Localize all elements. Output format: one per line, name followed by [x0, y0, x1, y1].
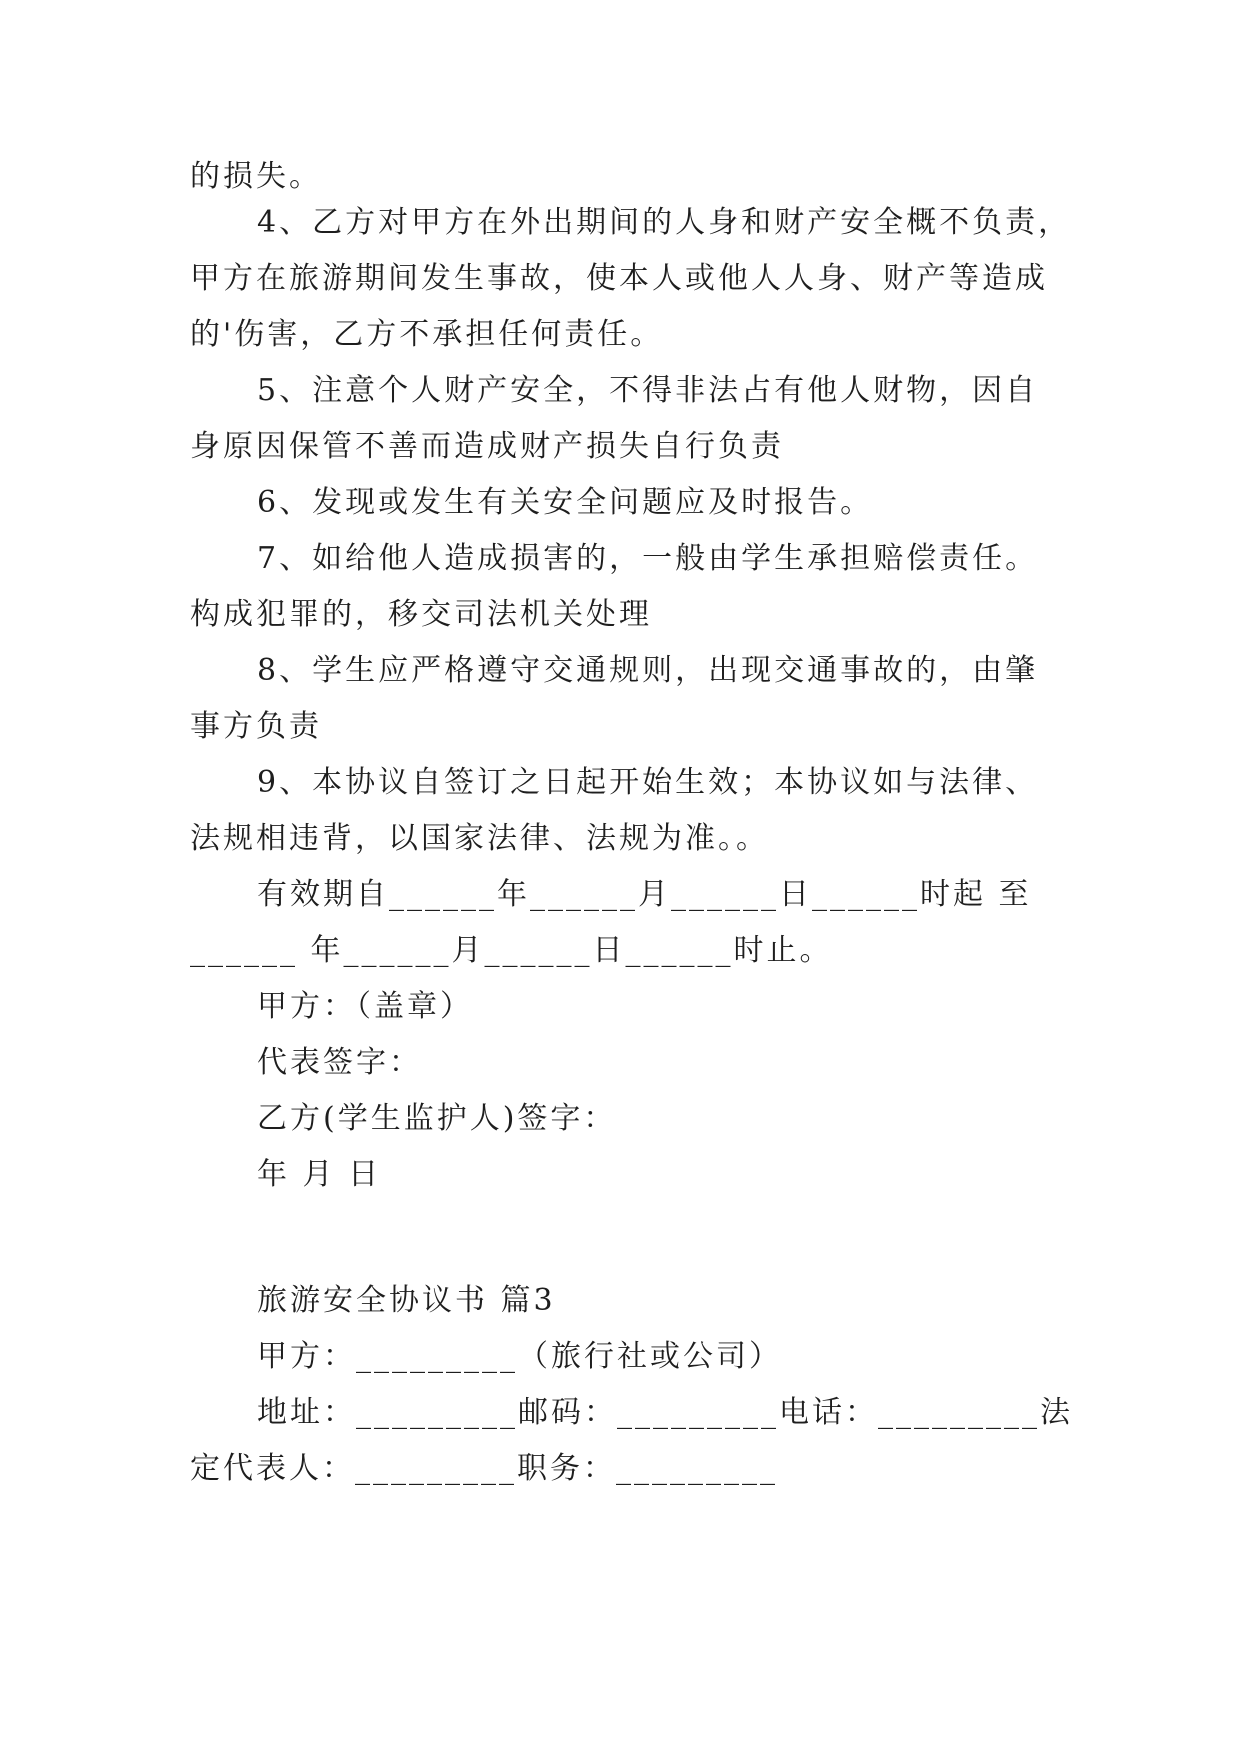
clause-7-line-2: 构成犯罪的，移交司法机关处理 — [190, 597, 652, 632]
address-line-1: 地址：_________邮码：_________电话：_________法 — [257, 1395, 1073, 1430]
address-line-2: 定代表人：_________职务：_________ — [190, 1451, 778, 1486]
clause-8-line-1: 8、学生应严格遵守交通规则，出现交通事故的，由肇 — [257, 653, 1039, 688]
paragraph-line: 的损失。 — [190, 159, 322, 194]
section-title: 旅游安全协议书 篇3 — [257, 1283, 556, 1318]
clause-4-line-2: 甲方在旅游期间发生事故，使本人或他人人身、财产等造成 — [190, 261, 1048, 296]
clause-4-line-3: 的'伤害，乙方不承担任何责任。 — [190, 317, 664, 352]
party-b-signature-line: 乙方(学生监护人)签字： — [257, 1101, 617, 1136]
clause-9-line-1: 9、本协议自签订之日起开始生效；本协议如与法律、 — [257, 765, 1039, 800]
party-a-seal-line: 甲方：（盖章） — [257, 989, 473, 1024]
clause-5-line-2: 身原因保管不善而造成财产损失自行负责 — [190, 429, 784, 464]
date-line: 年 月 日 — [257, 1157, 382, 1192]
validity-line-2: ______ 年______月______日______时止。 — [190, 933, 833, 968]
validity-line-1: 有效期自______年______月______日______时起 至 — [257, 877, 1032, 912]
clause-5-line-1: 5、注意个人财产安全，不得非法占有他人财物，因自 — [257, 373, 1039, 408]
representative-signature-line: 代表签字： — [257, 1045, 422, 1080]
clause-6-line: 6、发现或发生有关安全问题应及时报告。 — [257, 485, 874, 520]
clause-4-line-1: 4、乙方对甲方在外出期间的人身和财产安全概不负责， — [257, 205, 1072, 240]
clause-7-line-1: 7、如给他人造成损害的，一般由学生承担赔偿责任。 — [257, 541, 1039, 576]
party-a-line: 甲方：_________（旅行社或公司） — [257, 1339, 782, 1374]
clause-9-line-2: 法规相违背，以国家法律、法规为准。。 — [190, 821, 769, 856]
clause-8-line-2: 事方负责 — [190, 709, 322, 744]
